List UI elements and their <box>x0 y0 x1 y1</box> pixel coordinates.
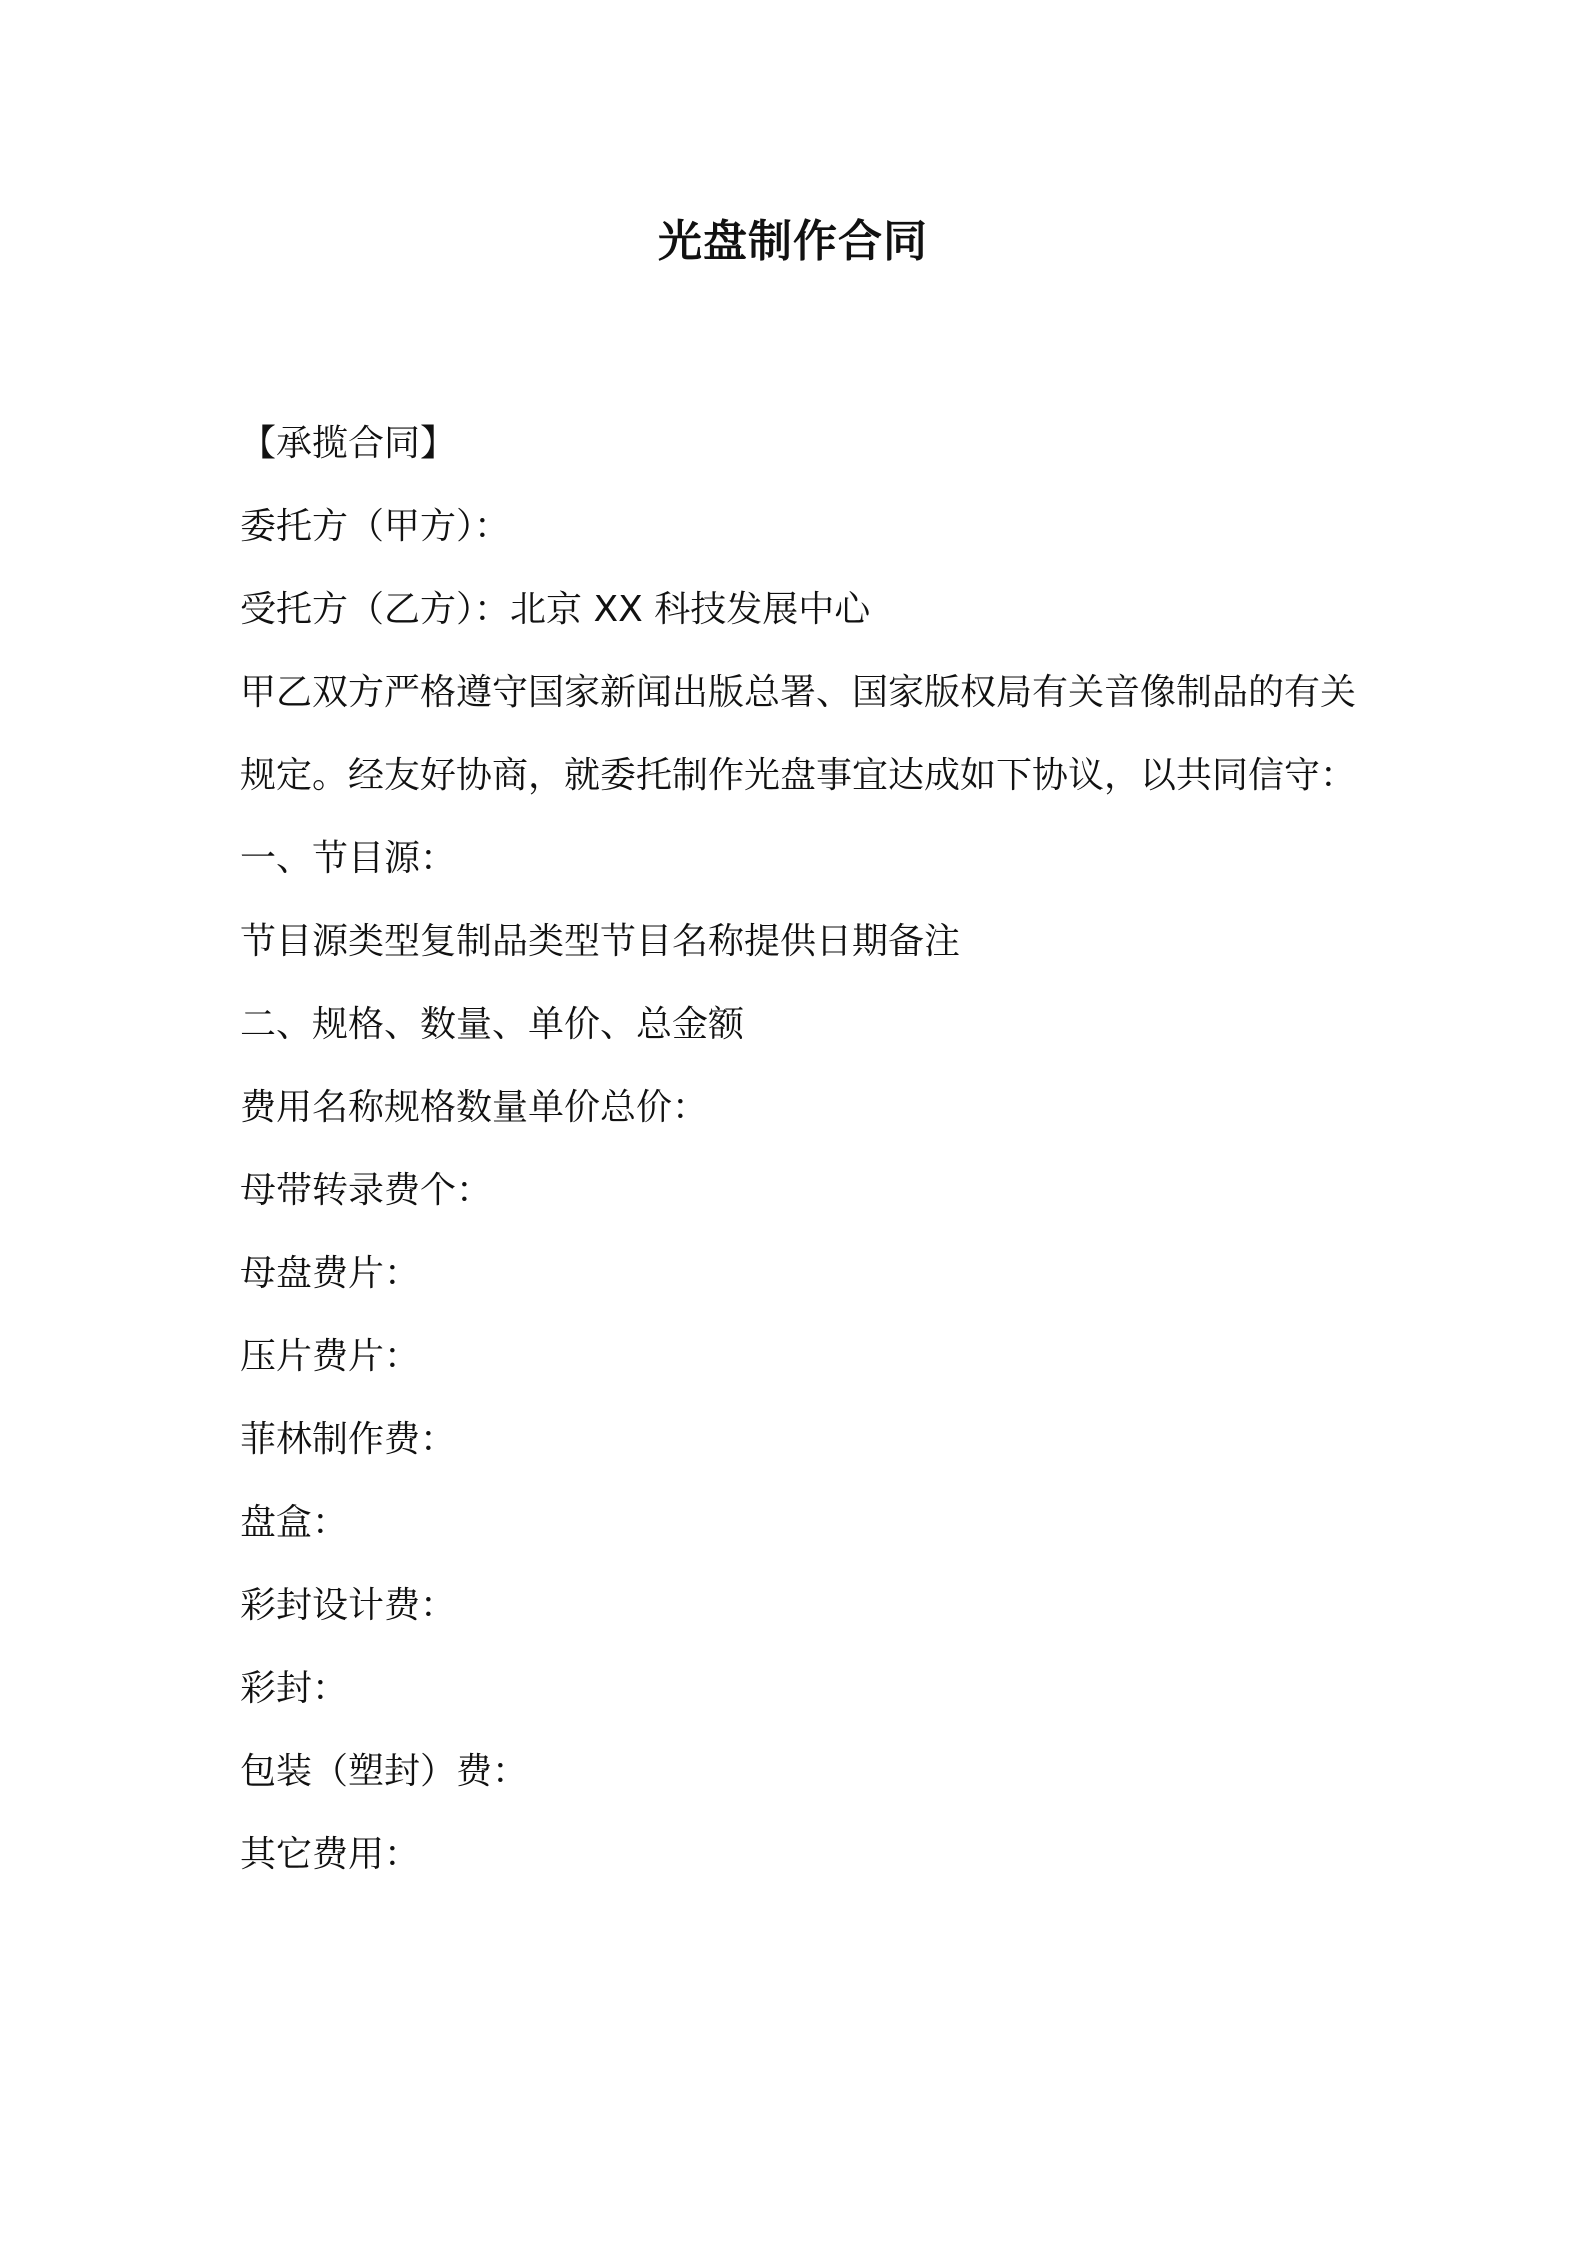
document-body <box>240 402 1360 1896</box>
intro-paragraph: 甲乙双方严格遵守国家新闻出版总署、国家版权局有关音像制品的有关规定。经友好协商，就委托制作光盘事宜达成如下协议，以共同信守： <box>240 672 1357 796</box>
fee-item: 菲林制作费： <box>240 1419 457 1460</box>
section-1-heading: 一、节目源： <box>240 838 457 879</box>
fee-item: 母盘费片： <box>240 1253 421 1294</box>
fee-item: 压片费片： <box>240 1336 421 1377</box>
fee-item: 彩封： <box>240 1668 349 1709</box>
document-title: 光盘制作合同 <box>658 216 928 267</box>
fee-item: 其它费用： <box>240 1834 421 1875</box>
section-2-heading: 二、规格、数量、单价、总金额 <box>240 1004 745 1045</box>
fee-item: 盘盒： <box>240 1502 349 1543</box>
party-a-line: 委托方（甲方）： <box>240 506 511 547</box>
section-1-columns: 节目源类型复制品类型节目名称提供日期备注 <box>240 921 961 962</box>
section-2-columns: 费用名称规格数量单价总价： <box>240 1087 709 1128</box>
fee-item: 包装（塑封）费： <box>240 1751 529 1792</box>
contract-type-label: 【承揽合同】 <box>240 423 457 464</box>
fee-item: 彩封设计费： <box>240 1585 457 1626</box>
fee-item: 母带转录费个： <box>240 1170 493 1211</box>
party-b-line: 受托方（乙方）：北京 XX 科技发展中心 <box>240 589 871 630</box>
